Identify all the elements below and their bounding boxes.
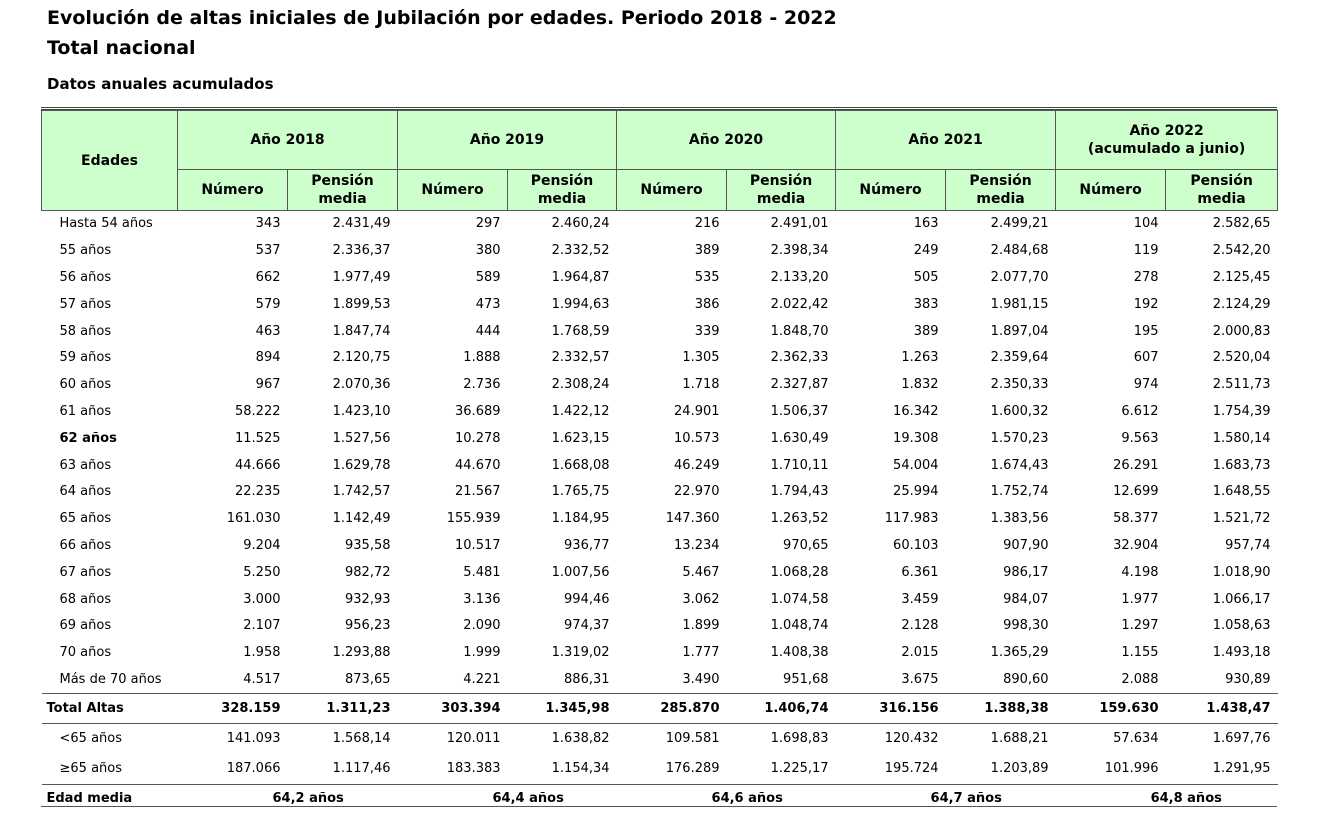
- numero-cell-2022: 26.291: [1056, 452, 1166, 479]
- header-year-2021: Año 2021: [836, 111, 1056, 170]
- subheader-pension-line2: media: [946, 190, 1055, 208]
- age-label: ≥65 años: [42, 754, 178, 785]
- numero-cell-2018: 579: [178, 291, 288, 318]
- pension-media-cell-2019: 1.345,98: [508, 694, 617, 724]
- subheader-pension-media-2020: [727, 170, 836, 211]
- pension-media-cell-2019: 936,77: [508, 533, 617, 560]
- pension-media-cell-2021: 1.365,29: [946, 640, 1056, 667]
- pension-media-cell-2018: 956,23: [288, 613, 398, 640]
- pension-media-cell-2021: 2.359,64: [946, 345, 1056, 372]
- numero-cell-2019: 2.090: [398, 613, 508, 640]
- numero-cell-2021: 195.724: [836, 754, 946, 785]
- numero-cell-2019: 155.939: [398, 506, 508, 533]
- numero-cell-2020: 3.490: [617, 667, 727, 694]
- pension-media-cell-2019: 2.460,24: [508, 211, 617, 238]
- table-body: [42, 211, 1278, 813]
- region-title: Total nacional: [47, 37, 196, 59]
- pension-media-cell-2019: 2.308,24: [508, 372, 617, 399]
- bottom-rule: [41, 806, 1277, 807]
- numero-cell-2022: 12.699: [1056, 479, 1166, 506]
- pension-media-cell-2020: 1.506,37: [727, 399, 836, 426]
- mean-age-2022: 64,8 años: [1056, 785, 1278, 813]
- numero-cell-2019: 1.999: [398, 640, 508, 667]
- table-row: [42, 533, 1278, 560]
- numero-cell-2018: 5.250: [178, 559, 288, 586]
- numero-cell-2020: 1.718: [617, 372, 727, 399]
- numero-cell-2019: 183.383: [398, 754, 508, 785]
- pension-media-cell-2020: 2.327,87: [727, 372, 836, 399]
- subheader-numero-2021: Número: [836, 170, 946, 211]
- pension-media-cell-2022: 2.511,73: [1166, 372, 1278, 399]
- subheader-pension-line1: Pensión: [1166, 172, 1277, 190]
- subheader-numero-2022: Número: [1056, 170, 1166, 211]
- age-label: 67 años: [42, 559, 178, 586]
- numero-cell-2019: 589: [398, 265, 508, 292]
- pension-media-cell-2018: 1.293,88: [288, 640, 398, 667]
- total-row: [42, 694, 1278, 724]
- pension-media-cell-2021: 907,90: [946, 533, 1056, 560]
- subheader-numero-2019: Número: [398, 170, 508, 211]
- age-label: 60 años: [42, 372, 178, 399]
- pension-media-cell-2022: 930,89: [1166, 667, 1278, 694]
- pension-media-cell-2020: 1.630,49: [727, 425, 836, 452]
- pension-media-cell-2019: 1.319,02: [508, 640, 617, 667]
- numero-cell-2021: 60.103: [836, 533, 946, 560]
- pension-media-cell-2022: 1.683,73: [1166, 452, 1278, 479]
- numero-cell-2021: 505: [836, 265, 946, 292]
- pension-media-cell-2022: 2.000,83: [1166, 318, 1278, 345]
- numero-cell-2021: 25.994: [836, 479, 946, 506]
- pension-media-cell-2020: 1.068,28: [727, 559, 836, 586]
- pension-media-cell-2018: 982,72: [288, 559, 398, 586]
- age-label: 57 años: [42, 291, 178, 318]
- pension-media-cell-2022: 2.125,45: [1166, 265, 1278, 292]
- numero-cell-2022: 1.977: [1056, 586, 1166, 613]
- pension-media-cell-2022: 1.066,17: [1166, 586, 1278, 613]
- age-label: 62 años: [42, 425, 178, 452]
- numero-cell-2018: 22.235: [178, 479, 288, 506]
- pension-media-cell-2020: 1.848,70: [727, 318, 836, 345]
- numero-cell-2020: 535: [617, 265, 727, 292]
- subtotal-row: [42, 754, 1278, 785]
- pension-media-cell-2019: 1.154,34: [508, 754, 617, 785]
- subheader-pension-media-2019: [508, 170, 617, 211]
- numero-cell-2021: 316.156: [836, 694, 946, 724]
- header-year-2018: Año 2018: [178, 111, 398, 170]
- subheader-pension-line2: media: [508, 190, 616, 208]
- pension-media-cell-2022: 1.697,76: [1166, 724, 1278, 755]
- pension-media-cell-2019: 1.422,12: [508, 399, 617, 426]
- pension-media-cell-2020: 2.491,01: [727, 211, 836, 238]
- numero-cell-2020: 285.870: [617, 694, 727, 724]
- pension-media-cell-2022: 2.542,20: [1166, 238, 1278, 265]
- numero-cell-2018: 3.000: [178, 586, 288, 613]
- age-label: 55 años: [42, 238, 178, 265]
- subtotal-row: [42, 724, 1278, 755]
- pension-media-cell-2018: 1.847,74: [288, 318, 398, 345]
- pension-media-cell-2020: 1.048,74: [727, 613, 836, 640]
- pension-media-cell-2018: 1.568,14: [288, 724, 398, 755]
- table-row: [42, 399, 1278, 426]
- subheader-pension-line2: media: [288, 190, 397, 208]
- pension-media-cell-2020: 2.022,42: [727, 291, 836, 318]
- numero-cell-2021: 3.459: [836, 586, 946, 613]
- pension-media-cell-2020: 2.398,34: [727, 238, 836, 265]
- numero-cell-2018: 967: [178, 372, 288, 399]
- numero-cell-2021: 2.015: [836, 640, 946, 667]
- numero-cell-2018: 44.666: [178, 452, 288, 479]
- table-row: [42, 318, 1278, 345]
- numero-cell-2020: 216: [617, 211, 727, 238]
- numero-cell-2018: 343: [178, 211, 288, 238]
- pension-media-cell-2022: 1.438,47: [1166, 694, 1278, 724]
- numero-cell-2018: 187.066: [178, 754, 288, 785]
- pension-media-cell-2021: 1.383,56: [946, 506, 1056, 533]
- pension-media-cell-2019: 1.007,56: [508, 559, 617, 586]
- numero-cell-2020: 24.901: [617, 399, 727, 426]
- pension-media-cell-2019: 2.332,52: [508, 238, 617, 265]
- numero-cell-2021: 389: [836, 318, 946, 345]
- pension-media-cell-2021: 1.981,15: [946, 291, 1056, 318]
- numero-cell-2019: 10.278: [398, 425, 508, 452]
- subheader-pension-media-2018: [288, 170, 398, 211]
- subheader-numero-2020: Número: [617, 170, 727, 211]
- numero-cell-2020: 46.249: [617, 452, 727, 479]
- pension-media-cell-2019: 1.184,95: [508, 506, 617, 533]
- pension-media-cell-2022: 2.520,04: [1166, 345, 1278, 372]
- numero-cell-2018: 9.204: [178, 533, 288, 560]
- age-label: 63 años: [42, 452, 178, 479]
- numero-cell-2022: 1.297: [1056, 613, 1166, 640]
- pension-media-cell-2021: 2.484,68: [946, 238, 1056, 265]
- numero-cell-2018: 58.222: [178, 399, 288, 426]
- numero-cell-2019: 4.221: [398, 667, 508, 694]
- pension-media-cell-2021: 998,30: [946, 613, 1056, 640]
- pension-media-cell-2022: 2.582,65: [1166, 211, 1278, 238]
- table-row: [42, 640, 1278, 667]
- pension-media-cell-2022: 1.058,63: [1166, 613, 1278, 640]
- pension-media-cell-2021: 890,60: [946, 667, 1056, 694]
- pension-media-cell-2019: 1.765,75: [508, 479, 617, 506]
- numero-cell-2018: 894: [178, 345, 288, 372]
- age-label: 61 años: [42, 399, 178, 426]
- pensions-table: [41, 110, 1278, 813]
- pension-media-cell-2018: 1.142,49: [288, 506, 398, 533]
- pension-media-cell-2021: 986,17: [946, 559, 1056, 586]
- numero-cell-2022: 58.377: [1056, 506, 1166, 533]
- numero-cell-2018: 463: [178, 318, 288, 345]
- numero-cell-2021: 2.128: [836, 613, 946, 640]
- numero-cell-2022: 32.904: [1056, 533, 1166, 560]
- table-row: [42, 345, 1278, 372]
- pension-media-cell-2019: 1.768,59: [508, 318, 617, 345]
- numero-cell-2022: 974: [1056, 372, 1166, 399]
- numero-cell-2018: 141.093: [178, 724, 288, 755]
- pension-media-cell-2021: 984,07: [946, 586, 1056, 613]
- pension-media-cell-2021: 1.688,21: [946, 724, 1056, 755]
- numero-cell-2018: 537: [178, 238, 288, 265]
- numero-cell-2021: 383: [836, 291, 946, 318]
- numero-cell-2021: 1.832: [836, 372, 946, 399]
- numero-cell-2022: 6.612: [1056, 399, 1166, 426]
- header-year-2019: Año 2019: [398, 111, 617, 170]
- age-label: 69 años: [42, 613, 178, 640]
- table-row: [42, 372, 1278, 399]
- pension-media-cell-2021: 1.570,23: [946, 425, 1056, 452]
- numero-cell-2020: 147.360: [617, 506, 727, 533]
- numero-cell-2020: 13.234: [617, 533, 727, 560]
- pension-media-cell-2021: 1.674,43: [946, 452, 1056, 479]
- age-label: 58 años: [42, 318, 178, 345]
- subheader-pension-line2: media: [1166, 190, 1277, 208]
- pension-media-cell-2019: 886,31: [508, 667, 617, 694]
- pension-media-cell-2018: 1.742,57: [288, 479, 398, 506]
- age-label: 68 años: [42, 586, 178, 613]
- pension-media-cell-2018: 1.423,10: [288, 399, 398, 426]
- pension-media-cell-2020: 1.698,83: [727, 724, 836, 755]
- pension-media-cell-2021: 1.203,89: [946, 754, 1056, 785]
- numero-cell-2021: 3.675: [836, 667, 946, 694]
- numero-cell-2019: 303.394: [398, 694, 508, 724]
- numero-cell-2020: 3.062: [617, 586, 727, 613]
- age-label: Hasta 54 años: [42, 211, 178, 238]
- numero-cell-2020: 1.305: [617, 345, 727, 372]
- pension-media-cell-2018: 932,93: [288, 586, 398, 613]
- numero-cell-2022: 607: [1056, 345, 1166, 372]
- pension-media-cell-2018: 2.070,36: [288, 372, 398, 399]
- header-year-2020: Año 2020: [617, 111, 836, 170]
- age-label: 65 años: [42, 506, 178, 533]
- pension-media-cell-2018: 1.899,53: [288, 291, 398, 318]
- pension-media-cell-2018: 1.527,56: [288, 425, 398, 452]
- numero-cell-2019: 444: [398, 318, 508, 345]
- numero-cell-2019: 10.517: [398, 533, 508, 560]
- header-year-2022-note: (acumulado a junio): [1056, 140, 1277, 158]
- pension-media-cell-2022: 1.493,18: [1166, 640, 1278, 667]
- pension-media-cell-2019: 994,46: [508, 586, 617, 613]
- pension-media-cell-2019: 1.994,63: [508, 291, 617, 318]
- table-row: [42, 506, 1278, 533]
- mean-age-2018: 64,2 años: [178, 785, 398, 813]
- table-row: [42, 211, 1278, 238]
- age-label: 64 años: [42, 479, 178, 506]
- table-row: [42, 425, 1278, 452]
- pension-media-cell-2018: 1.977,49: [288, 265, 398, 292]
- pension-media-cell-2021: 2.077,70: [946, 265, 1056, 292]
- pension-media-cell-2018: 1.311,23: [288, 694, 398, 724]
- numero-cell-2019: 5.481: [398, 559, 508, 586]
- header-year-2022-label: Año 2022: [1056, 122, 1277, 140]
- numero-cell-2022: 9.563: [1056, 425, 1166, 452]
- pension-media-cell-2018: 2.431,49: [288, 211, 398, 238]
- pension-media-cell-2022: 2.124,29: [1166, 291, 1278, 318]
- header-edades: Edades: [42, 111, 178, 211]
- header-year-2022: [1056, 111, 1278, 170]
- numero-cell-2022: 195: [1056, 318, 1166, 345]
- age-label: Más de 70 años: [42, 667, 178, 694]
- pension-media-cell-2018: 873,65: [288, 667, 398, 694]
- pension-media-cell-2018: 2.336,37: [288, 238, 398, 265]
- section-label: Datos anuales acumulados: [47, 75, 274, 93]
- pension-media-cell-2021: 1.388,38: [946, 694, 1056, 724]
- numero-cell-2020: 176.289: [617, 754, 727, 785]
- numero-cell-2021: 120.432: [836, 724, 946, 755]
- table-row: [42, 559, 1278, 586]
- subheader-pension-media-2021: [946, 170, 1056, 211]
- subheader-pension-line1: Pensión: [508, 172, 616, 190]
- numero-cell-2022: 119: [1056, 238, 1166, 265]
- page-title: Evolución de altas iniciales de Jubilación por edades. Periodo 2018 - 2022: [47, 7, 837, 29]
- numero-cell-2021: 249: [836, 238, 946, 265]
- numero-cell-2018: 2.107: [178, 613, 288, 640]
- numero-cell-2021: 117.983: [836, 506, 946, 533]
- subheader-pension-line1: Pensión: [727, 172, 835, 190]
- numero-cell-2022: 104: [1056, 211, 1166, 238]
- age-label: <65 años: [42, 724, 178, 755]
- pension-media-cell-2020: 1.406,74: [727, 694, 836, 724]
- pension-media-cell-2020: 1.263,52: [727, 506, 836, 533]
- numero-cell-2020: 1.899: [617, 613, 727, 640]
- numero-cell-2020: 386: [617, 291, 727, 318]
- age-label: 66 años: [42, 533, 178, 560]
- pension-media-cell-2021: 2.499,21: [946, 211, 1056, 238]
- pension-media-cell-2018: 2.120,75: [288, 345, 398, 372]
- numero-cell-2022: 101.996: [1056, 754, 1166, 785]
- numero-cell-2019: 44.670: [398, 452, 508, 479]
- numero-cell-2021: 163: [836, 211, 946, 238]
- subheader-pension-media-2022: [1166, 170, 1278, 211]
- pension-media-cell-2020: 1.225,17: [727, 754, 836, 785]
- age-label: 56 años: [42, 265, 178, 292]
- numero-cell-2022: 2.088: [1056, 667, 1166, 694]
- table-row: [42, 613, 1278, 640]
- mean-age-2019: 64,4 años: [398, 785, 617, 813]
- pension-media-cell-2022: 1.018,90: [1166, 559, 1278, 586]
- pension-media-cell-2022: 1.521,72: [1166, 506, 1278, 533]
- table-row: [42, 452, 1278, 479]
- mean-age-label: Edad media: [42, 785, 178, 813]
- subheader-pension-line1: Pensión: [946, 172, 1055, 190]
- pension-media-cell-2018: 1.629,78: [288, 452, 398, 479]
- pension-media-cell-2022: 957,74: [1166, 533, 1278, 560]
- numero-cell-2019: 120.011: [398, 724, 508, 755]
- pension-media-cell-2020: 1.074,58: [727, 586, 836, 613]
- numero-cell-2018: 1.958: [178, 640, 288, 667]
- pension-media-cell-2020: 951,68: [727, 667, 836, 694]
- numero-cell-2018: 328.159: [178, 694, 288, 724]
- table-row: [42, 291, 1278, 318]
- pension-media-cell-2022: 1.291,95: [1166, 754, 1278, 785]
- table-row: [42, 265, 1278, 292]
- mean-age-2021: 64,7 años: [836, 785, 1056, 813]
- numero-cell-2021: 19.308: [836, 425, 946, 452]
- pension-media-cell-2019: 1.668,08: [508, 452, 617, 479]
- numero-cell-2019: 21.567: [398, 479, 508, 506]
- numero-cell-2019: 473: [398, 291, 508, 318]
- pension-media-cell-2019: 1.623,15: [508, 425, 617, 452]
- pension-media-cell-2019: 1.964,87: [508, 265, 617, 292]
- pensions-table-container: [41, 107, 1277, 813]
- numero-cell-2022: 1.155: [1056, 640, 1166, 667]
- numero-cell-2019: 380: [398, 238, 508, 265]
- age-label: Total Altas: [42, 694, 178, 724]
- numero-cell-2022: 4.198: [1056, 559, 1166, 586]
- mean-age-2020: 64,6 años: [617, 785, 836, 813]
- pension-media-cell-2019: 974,37: [508, 613, 617, 640]
- numero-cell-2018: 11.525: [178, 425, 288, 452]
- numero-cell-2022: 159.630: [1056, 694, 1166, 724]
- numero-cell-2021: 6.361: [836, 559, 946, 586]
- numero-cell-2022: 192: [1056, 291, 1166, 318]
- pension-media-cell-2022: 1.754,39: [1166, 399, 1278, 426]
- age-label: 59 años: [42, 345, 178, 372]
- age-label: 70 años: [42, 640, 178, 667]
- pension-media-cell-2022: 1.648,55: [1166, 479, 1278, 506]
- numero-cell-2018: 4.517: [178, 667, 288, 694]
- table-row: [42, 667, 1278, 694]
- pension-media-cell-2018: 935,58: [288, 533, 398, 560]
- subheader-pension-line2: media: [727, 190, 835, 208]
- numero-cell-2020: 1.777: [617, 640, 727, 667]
- numero-cell-2019: 36.689: [398, 399, 508, 426]
- pension-media-cell-2021: 1.897,04: [946, 318, 1056, 345]
- pension-media-cell-2022: 1.580,14: [1166, 425, 1278, 452]
- pension-media-cell-2018: 1.117,46: [288, 754, 398, 785]
- numero-cell-2020: 339: [617, 318, 727, 345]
- pension-media-cell-2021: 1.752,74: [946, 479, 1056, 506]
- numero-cell-2020: 109.581: [617, 724, 727, 755]
- numero-cell-2022: 57.634: [1056, 724, 1166, 755]
- pension-media-cell-2020: 2.362,33: [727, 345, 836, 372]
- subheader-pension-line1: Pensión: [288, 172, 397, 190]
- table-row: [42, 586, 1278, 613]
- numero-cell-2020: 10.573: [617, 425, 727, 452]
- numero-cell-2019: 2.736: [398, 372, 508, 399]
- pension-media-cell-2019: 1.638,82: [508, 724, 617, 755]
- numero-cell-2022: 278: [1056, 265, 1166, 292]
- pension-media-cell-2020: 1.408,38: [727, 640, 836, 667]
- pension-media-cell-2020: 2.133,20: [727, 265, 836, 292]
- numero-cell-2018: 662: [178, 265, 288, 292]
- numero-cell-2020: 5.467: [617, 559, 727, 586]
- numero-cell-2021: 16.342: [836, 399, 946, 426]
- numero-cell-2019: 1.888: [398, 345, 508, 372]
- pension-media-cell-2020: 970,65: [727, 533, 836, 560]
- numero-cell-2019: 3.136: [398, 586, 508, 613]
- numero-cell-2021: 1.263: [836, 345, 946, 372]
- pension-media-cell-2019: 2.332,57: [508, 345, 617, 372]
- pension-media-cell-2021: 2.350,33: [946, 372, 1056, 399]
- pension-media-cell-2020: 1.794,43: [727, 479, 836, 506]
- pension-media-cell-2021: 1.600,32: [946, 399, 1056, 426]
- pension-media-cell-2020: 1.710,11: [727, 452, 836, 479]
- numero-cell-2019: 297: [398, 211, 508, 238]
- numero-cell-2018: 161.030: [178, 506, 288, 533]
- numero-cell-2020: 22.970: [617, 479, 727, 506]
- table-row: [42, 238, 1278, 265]
- subheader-row: [42, 170, 1278, 211]
- subheader-numero-2018: Número: [178, 170, 288, 211]
- numero-cell-2020: 389: [617, 238, 727, 265]
- table-row: [42, 479, 1278, 506]
- numero-cell-2021: 54.004: [836, 452, 946, 479]
